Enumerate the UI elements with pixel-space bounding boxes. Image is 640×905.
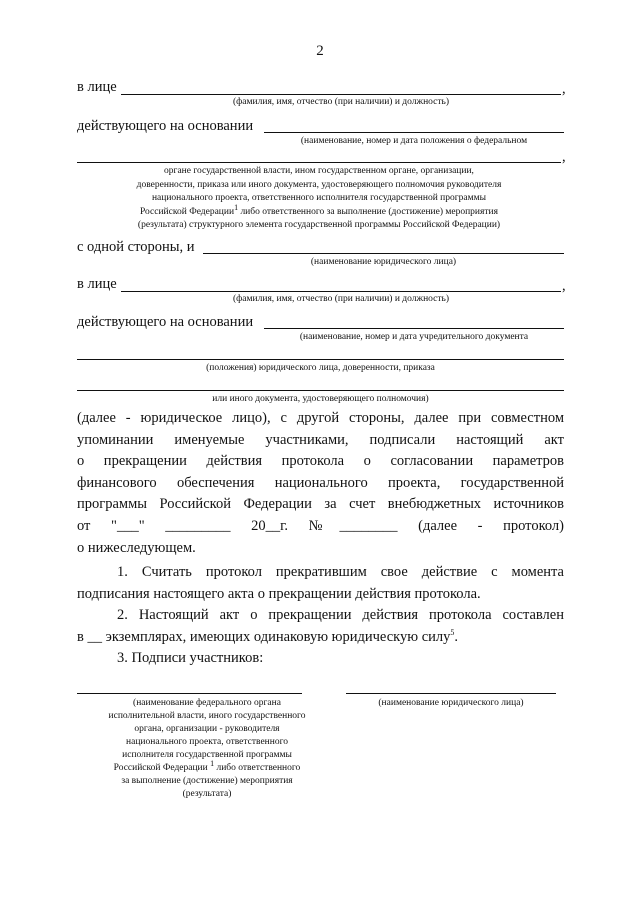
item-1-line-1: 1. Считать протокол прекратившим свое действие с момента <box>117 564 564 580</box>
footnote-mark: 1 <box>234 202 239 212</box>
acting-label-1: действующего на основании <box>77 118 254 134</box>
one-side-label: с одной стороны, и <box>77 239 195 255</box>
signature-line-right <box>346 693 556 694</box>
body-line-1: (далее - юридическое лицо), с другой стороны, далее при совместном <box>77 410 564 426</box>
signature-line-left <box>77 693 302 694</box>
footnote-mark-left: 1 <box>210 758 215 768</box>
acting-label-2: действующего на основании <box>77 314 254 330</box>
body-line-6: от "___" _________ 20__г. №________ (далее - протокол) <box>77 517 564 534</box>
item-2-line-1: 2. Настоящий акт о прекращении действия протокола составлен <box>117 607 564 624</box>
v-litse-label-2: в лице <box>77 276 117 292</box>
item-3: 3. Подписи участников: <box>117 650 264 667</box>
numbered-items <box>77 562 564 670</box>
legal-entity-line <box>203 253 564 254</box>
comma-2: , <box>562 149 566 165</box>
signature-caption-left: (наименование федерального органа исполнительной власти, иного государственного органа, организации - руководителя национального проекта, ответственного исполнителя государственной программы Российской Федерации $^1$ либо ответственного за выполнение (достижение) мероприятия (результата) <box>108 698 306 799</box>
federal-body-caption <box>77 165 561 233</box>
comma-1: , <box>562 81 566 97</box>
signature-caption-right: (наименование юридического лица) <box>378 698 524 708</box>
legal-entity-caption: (наименование юридического лица) <box>310 257 457 267</box>
fio-caption-1: (фамилия, имя, отчество (при наличии) и должность) <box>232 97 450 107</box>
fio-line-2 <box>121 291 561 292</box>
basis-caption-1: (наименование, номер и дата положения о федеральном <box>300 136 528 146</box>
basis-line-4 <box>77 390 564 391</box>
fio-caption-2: (фамилия, имя, отчество (при наличии) и должность) <box>232 294 450 304</box>
fed-caption-line-3: национального проекта, ответственного исполнителя государственной программы <box>151 193 487 203</box>
fed-caption-line-4: Российской Федерации$^1$ либо ответственного за выполнение (достижение) мероприятия <box>140 202 498 217</box>
v-litse-label-1: в лице <box>77 79 117 95</box>
item-2-line-2: в __ экземплярах, имеющих одинаковую юридическую силу$^5$. <box>77 627 459 645</box>
basis-caption-3: (положения) юридического лица, доверенности, приказа <box>206 363 435 373</box>
fed-caption-line-1: органе государственной власти, ином государственном органе, организации, <box>164 166 474 176</box>
fed-caption-line-5: (результата) структурного элемента государственной программы Российской Федерации) <box>137 220 501 230</box>
federal-body-line <box>77 162 561 163</box>
body-line-7: о нижеследующем. <box>77 539 196 556</box>
body-line-4: финансового обеспечения национального проекта, государственной <box>77 474 564 491</box>
basis-caption-4: или иного документа, удостоверяющего полномочия) <box>212 394 429 404</box>
body-line-5: программы Российской Федерации за счет внебюджетных источников <box>77 496 564 513</box>
basis-line-1 <box>264 132 564 133</box>
basis-line-2 <box>264 328 564 329</box>
footnote-mark-5: 5 <box>450 627 455 637</box>
basis-line-3 <box>77 359 564 360</box>
body-paragraph <box>77 408 564 559</box>
fed-caption-line-2: доверенности, приказа или иного документа, удостоверяющего полномочия руководителя <box>136 179 502 190</box>
fio-line-1 <box>121 94 561 95</box>
comma-3: , <box>562 278 566 294</box>
basis-caption-2: (наименование, номер и дата учредительного документа <box>299 332 529 342</box>
body-line-3: о прекращении действия протокола о согласовании параметров <box>77 453 564 470</box>
body-line-2: упоминании именуемые участниками, подписали настоящий акт <box>77 431 564 448</box>
item-1-line-2: подписания настоящего акта о прекращении действия протокола. <box>77 585 481 602</box>
page-number: 2 <box>316 43 324 59</box>
